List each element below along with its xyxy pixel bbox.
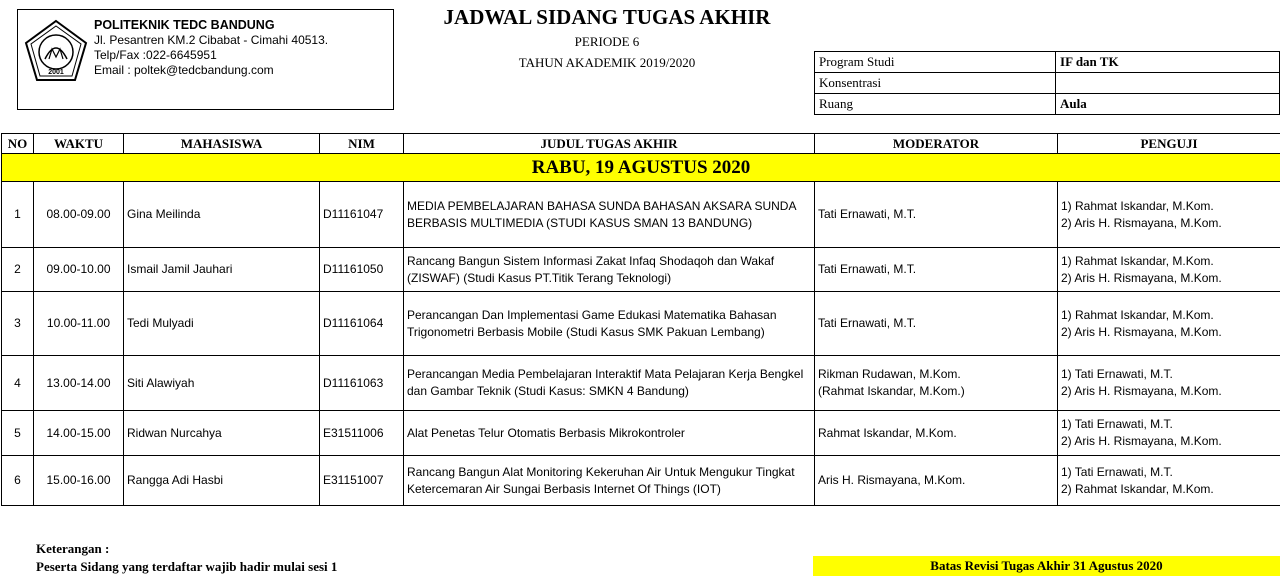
col-header-moderator: MODERATOR	[815, 134, 1058, 154]
logo-year: 2001	[48, 69, 64, 76]
periode-label: PERIODE 6	[574, 34, 640, 49]
cell-moderator	[815, 356, 1058, 411]
table-row	[2, 356, 1280, 411]
penguji-line: 2) Rahmat Iskandar, M.Kom.	[1061, 481, 1214, 496]
cell-penguji	[1058, 182, 1280, 248]
info-label: Program Studi	[815, 52, 1056, 73]
cell-waktu: 13.00-14.00	[34, 356, 124, 411]
cell-no: 6	[2, 456, 34, 506]
table-row	[2, 248, 1280, 292]
cell-judul: Rancang Bangun Sistem Informasi Zakat Infaq Shodaqoh dan Wakaf (ZISWAF) (Studi Kasus PT.Titik Terang Teknologi)	[404, 248, 815, 292]
cell-mahasiswa: Gina Meilinda	[124, 182, 320, 248]
info-value	[1056, 73, 1280, 94]
info-label: Ruang	[815, 94, 1056, 115]
penguji-line: 1) Rahmat Iskandar, M.Kom.	[1061, 198, 1214, 213]
cell-penguji	[1058, 292, 1280, 356]
cell-nim: D11161050	[320, 248, 404, 292]
penguji-line: 2) Aris H. Rismayana, M.Kom.	[1061, 215, 1222, 230]
moderator-line: Tati Ernawati, M.T.	[818, 316, 917, 330]
cell-mahasiswa: Ridwan Nurcahya	[124, 411, 320, 456]
cell-waktu: 10.00-11.00	[34, 292, 124, 356]
institution-phone: Telp/Fax :022-6645951	[94, 48, 217, 62]
institution-logo-icon	[23, 19, 89, 83]
penguji-line: 1) Tati Ernawati, M.T.	[1061, 417, 1173, 431]
penguji-line: 2) Aris H. Rismayana, M.Kom.	[1061, 384, 1222, 398]
info-value: IF dan TK	[1056, 52, 1280, 73]
cell-moderator	[815, 411, 1058, 456]
table-row	[2, 456, 1280, 506]
academic-year-label: TAHUN AKADEMIK 2019/2020	[518, 55, 696, 70]
cell-mahasiswa: Tedi Mulyadi	[124, 292, 320, 356]
col-header-penguji: PENGUJI	[1058, 134, 1280, 154]
cell-nim: E31511006	[320, 411, 404, 456]
revision-deadline-banner: Batas Revisi Tugas Akhir 31 Agustus 2020	[813, 556, 1280, 576]
table-row	[2, 182, 1280, 248]
page-title: JADWAL SIDANG TUGAS AKHIR	[443, 5, 771, 29]
col-header-waktu: WAKTU	[34, 134, 124, 154]
keterangan-text: Peserta Sidang yang terdaftar wajib hadir mulai sesi 1	[36, 559, 338, 574]
penguji-line: 1) Tati Ernawati, M.T.	[1061, 464, 1173, 479]
table-header-row	[2, 134, 1280, 154]
cell-mahasiswa: Rangga Adi Hasbi	[124, 456, 320, 506]
cell-moderator	[815, 182, 1058, 248]
cell-judul: Perancangan Media Pembelajaran Interaktif Mata Pelajaran Kerja Bengkel dan Gambar Teknik (Studi Kasus: SMKN 4 Bandung)	[404, 356, 815, 411]
institution-name: POLITEKNIK TEDC BANDUNG	[94, 18, 275, 32]
cell-judul: MEDIA PEMBELAJARAN BAHASA SUNDA BAHASAN AKSARA SUNDA BERBASIS MULTIMEDIA (STUDI KASUS SMAN 13 BANDUNG)	[404, 182, 815, 248]
cell-nim: D11161047	[320, 182, 404, 248]
cell-penguji	[1058, 356, 1280, 411]
cell-waktu: 15.00-16.00	[34, 456, 124, 506]
info-value: Aula	[1056, 94, 1280, 115]
penguji-line: 1) Rahmat Iskandar, M.Kom.	[1061, 307, 1214, 322]
cell-judul: Perancangan Dan Implementasi Game Edukasi Matematika Bahasan Trigonometri Berbasis Mobile (Studi Kasus SMK Pakuan Lembang)	[404, 292, 815, 356]
keterangan-label: Keterangan :	[36, 541, 110, 556]
moderator-line: Rikman Rudawan, M.Kom.	[818, 367, 961, 381]
moderator-line: (Rahmat Iskandar, M.Kom.)	[818, 384, 965, 398]
day-row	[2, 154, 1280, 182]
cell-moderator	[815, 292, 1058, 356]
cell-no: 3	[2, 292, 34, 356]
info-row-ruang	[815, 94, 1280, 115]
schedule-table	[1, 133, 1280, 506]
col-header-mahasiswa: MAHASISWA	[124, 134, 320, 154]
moderator-line: Rahmat Iskandar, M.Kom.	[818, 425, 957, 440]
penguji-line: 2) Aris H. Rismayana, M.Kom.	[1061, 324, 1222, 339]
cell-no: 5	[2, 411, 34, 456]
cell-nim: D11161063	[320, 356, 404, 411]
cell-moderator	[815, 456, 1058, 506]
info-row-konsentrasi	[815, 73, 1280, 94]
cell-penguji	[1058, 456, 1280, 506]
penguji-line: 2) Aris H. Rismayana, M.Kom.	[1061, 434, 1222, 448]
cell-moderator	[815, 248, 1058, 292]
col-header-nim: NIM	[320, 134, 404, 154]
cell-waktu: 14.00-15.00	[34, 411, 124, 456]
institution-email: Email : poltek@tedcbandung.com	[94, 63, 274, 77]
cell-mahasiswa: Siti Alawiyah	[124, 356, 320, 411]
cell-penguji	[1058, 248, 1280, 292]
penguji-line: 2) Aris H. Rismayana, M.Kom.	[1061, 270, 1222, 285]
info-label: Konsentrasi	[815, 73, 1056, 94]
cell-no: 1	[2, 182, 34, 248]
cell-judul: Alat Penetas Telur Otomatis Berbasis Mikrokontroler	[404, 411, 815, 456]
col-header-no: NO	[2, 134, 34, 154]
table-row	[2, 292, 1280, 356]
institution-address: Jl. Pesantren KM.2 Cibabat - Cimahi 40513.	[94, 33, 329, 47]
cell-penguji	[1058, 411, 1280, 456]
moderator-line: Tati Ernawati, M.T.	[818, 262, 917, 276]
program-info-table	[814, 51, 1280, 115]
cell-no: 2	[2, 248, 34, 292]
cell-no: 4	[2, 356, 34, 411]
col-header-judul: JUDUL TUGAS AKHIR	[404, 134, 815, 154]
day-label: RABU, 19 AGUSTUS 2020	[2, 154, 1280, 182]
cell-nim: D11161064	[320, 292, 404, 356]
cell-mahasiswa: Ismail Jamil Jauhari	[124, 248, 320, 292]
cell-nim: E31151007	[320, 456, 404, 506]
institution-info	[94, 18, 328, 78]
moderator-line: Aris H. Rismayana, M.Kom.	[818, 473, 966, 487]
penguji-line: 1) Tati Ernawati, M.T.	[1061, 367, 1173, 381]
cell-judul: Rancang Bangun Alat Monitoring Kekeruhan Air Untuk Mengukur Tingkat Ketercemaran Air Sungai Berbasis Internet Of Things (IOT)	[404, 456, 815, 506]
institution-box	[17, 9, 394, 110]
moderator-line: Tati Ernawati, M.T.	[818, 207, 917, 221]
cell-waktu: 09.00-10.00	[34, 248, 124, 292]
penguji-line: 1) Rahmat Iskandar, M.Kom.	[1061, 253, 1214, 268]
table-row	[2, 411, 1280, 456]
info-row-program	[815, 52, 1280, 73]
cell-waktu: 08.00-09.00	[34, 182, 124, 248]
